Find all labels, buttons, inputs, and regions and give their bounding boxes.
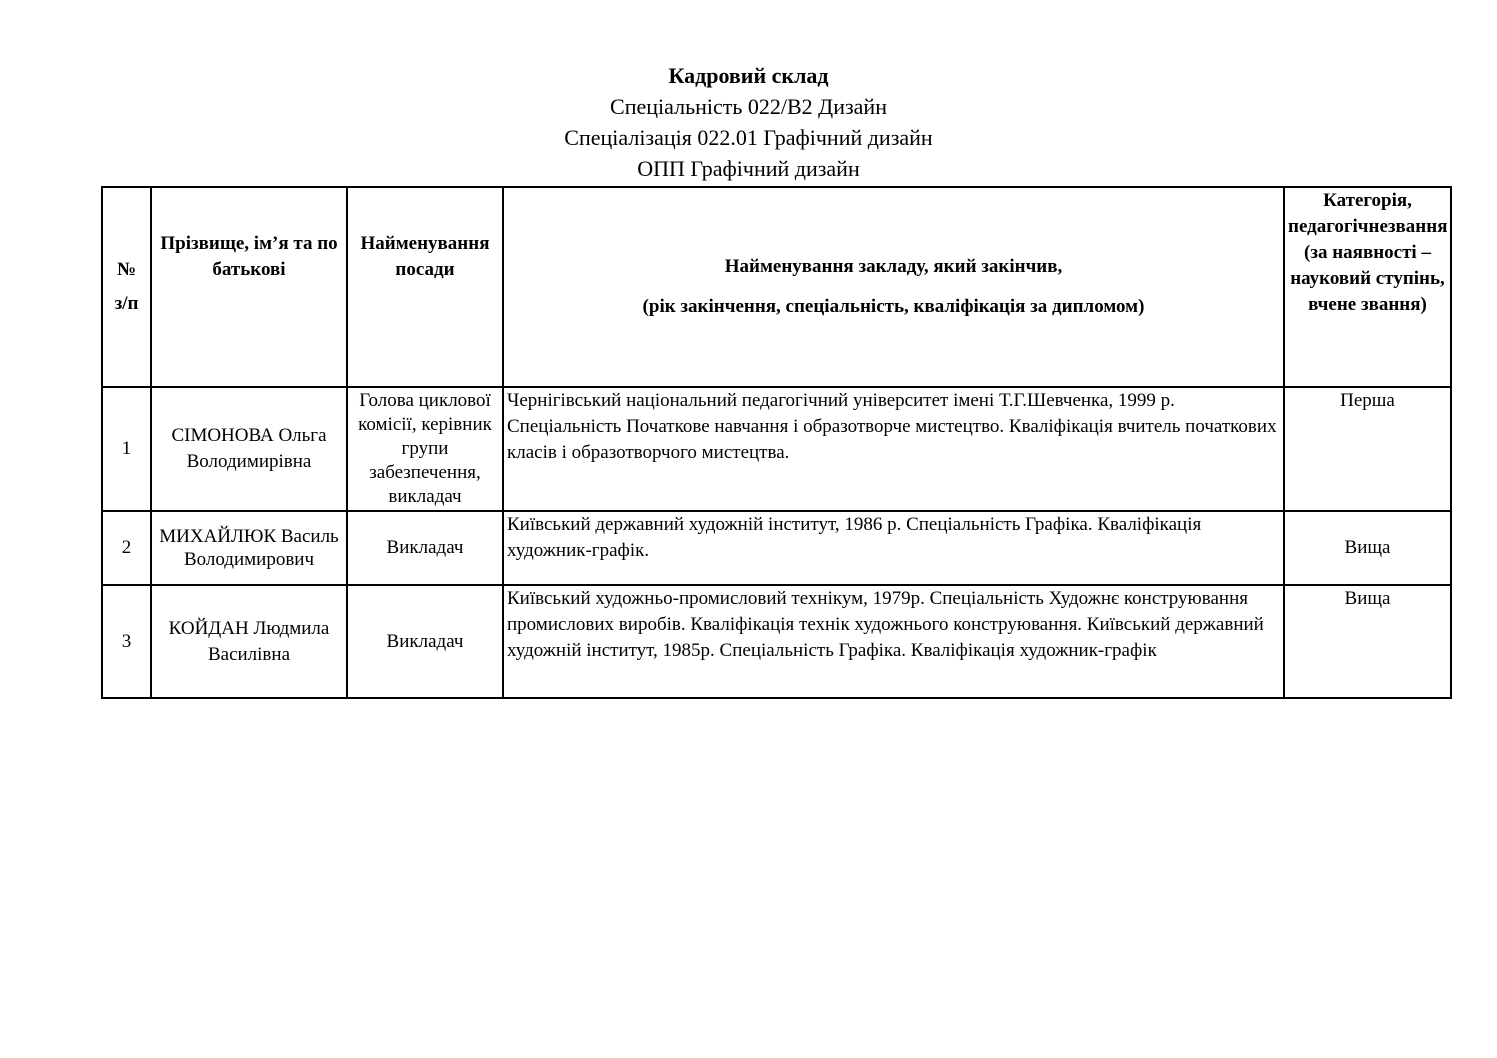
document-title: Кадровий склад	[668, 63, 829, 88]
employee-name: СІМОНОВА Ольга Володимирівна	[151, 387, 347, 511]
header-number-abbr: з/п	[114, 293, 139, 314]
specialty-line: Спеціальність 022/В2 Дизайн	[610, 94, 887, 119]
employee-name: МИХАЙЛЮК Василь Володимирович	[151, 511, 347, 585]
document-heading	[0, 60, 1497, 184]
row-number: 2	[102, 511, 151, 585]
employee-category: Перша	[1284, 387, 1451, 511]
header-category: Категорія, педагогічнезвання (за наявності – науковий ступінь, вчене звання)	[1284, 187, 1451, 387]
table-row	[102, 387, 1451, 511]
employee-education: Чернігівський національний педагогічний університет імені Т.Г.Шевченка, 1999 р. Спеціальність Початкове навчання і образотворче мистецтво. Кваліфікація вчитель початкових класів і образотворчого мистецтва.	[503, 387, 1284, 511]
header-education-line2: (рік закінчення, спеціальність, кваліфікація за дипломом)	[642, 296, 1145, 317]
specialization-line: Спеціалізація 022.01 Графічний дизайн	[564, 125, 933, 150]
employee-education: Київський художньо-промисловий технікум, 1979р. Спеціальність Художнє конструювання промислових виробів. Кваліфікація технік художнього конструювання. Київський державний художній інститут, 1985р. Спеціальність Графіка. Кваліфікація художник-графік	[503, 585, 1284, 698]
employee-education: Київський державний художній інститут, 1986 р. Спеціальність Графіка. Кваліфікація художник-графік.	[503, 511, 1284, 585]
staff-table	[101, 186, 1452, 699]
program-line: ОПП Графічний дизайн	[637, 156, 860, 181]
table-row	[102, 585, 1451, 698]
header-position: Найменування посади	[347, 187, 503, 387]
table-row	[102, 511, 1451, 585]
header-number-symbol: №	[116, 259, 137, 280]
header-number	[102, 187, 151, 387]
employee-position: Викладач	[347, 511, 503, 585]
table-header-row	[102, 187, 1451, 387]
row-number: 3	[102, 585, 151, 698]
employee-name: КОЙДАН Людмила Василівна	[151, 585, 347, 698]
header-education-line1: Найменування закладу, який закінчив,	[724, 256, 1063, 277]
employee-position: Голова циклової комісії, керівник групи забезпечення, викладач	[347, 387, 503, 511]
employee-category: Вища	[1284, 585, 1451, 698]
row-number: 1	[102, 387, 151, 511]
header-education	[503, 187, 1284, 387]
employee-position: Викладач	[347, 585, 503, 698]
header-full-name: Прізвище, ім’я та по батькові	[151, 187, 347, 387]
employee-category: Вища	[1284, 511, 1451, 585]
